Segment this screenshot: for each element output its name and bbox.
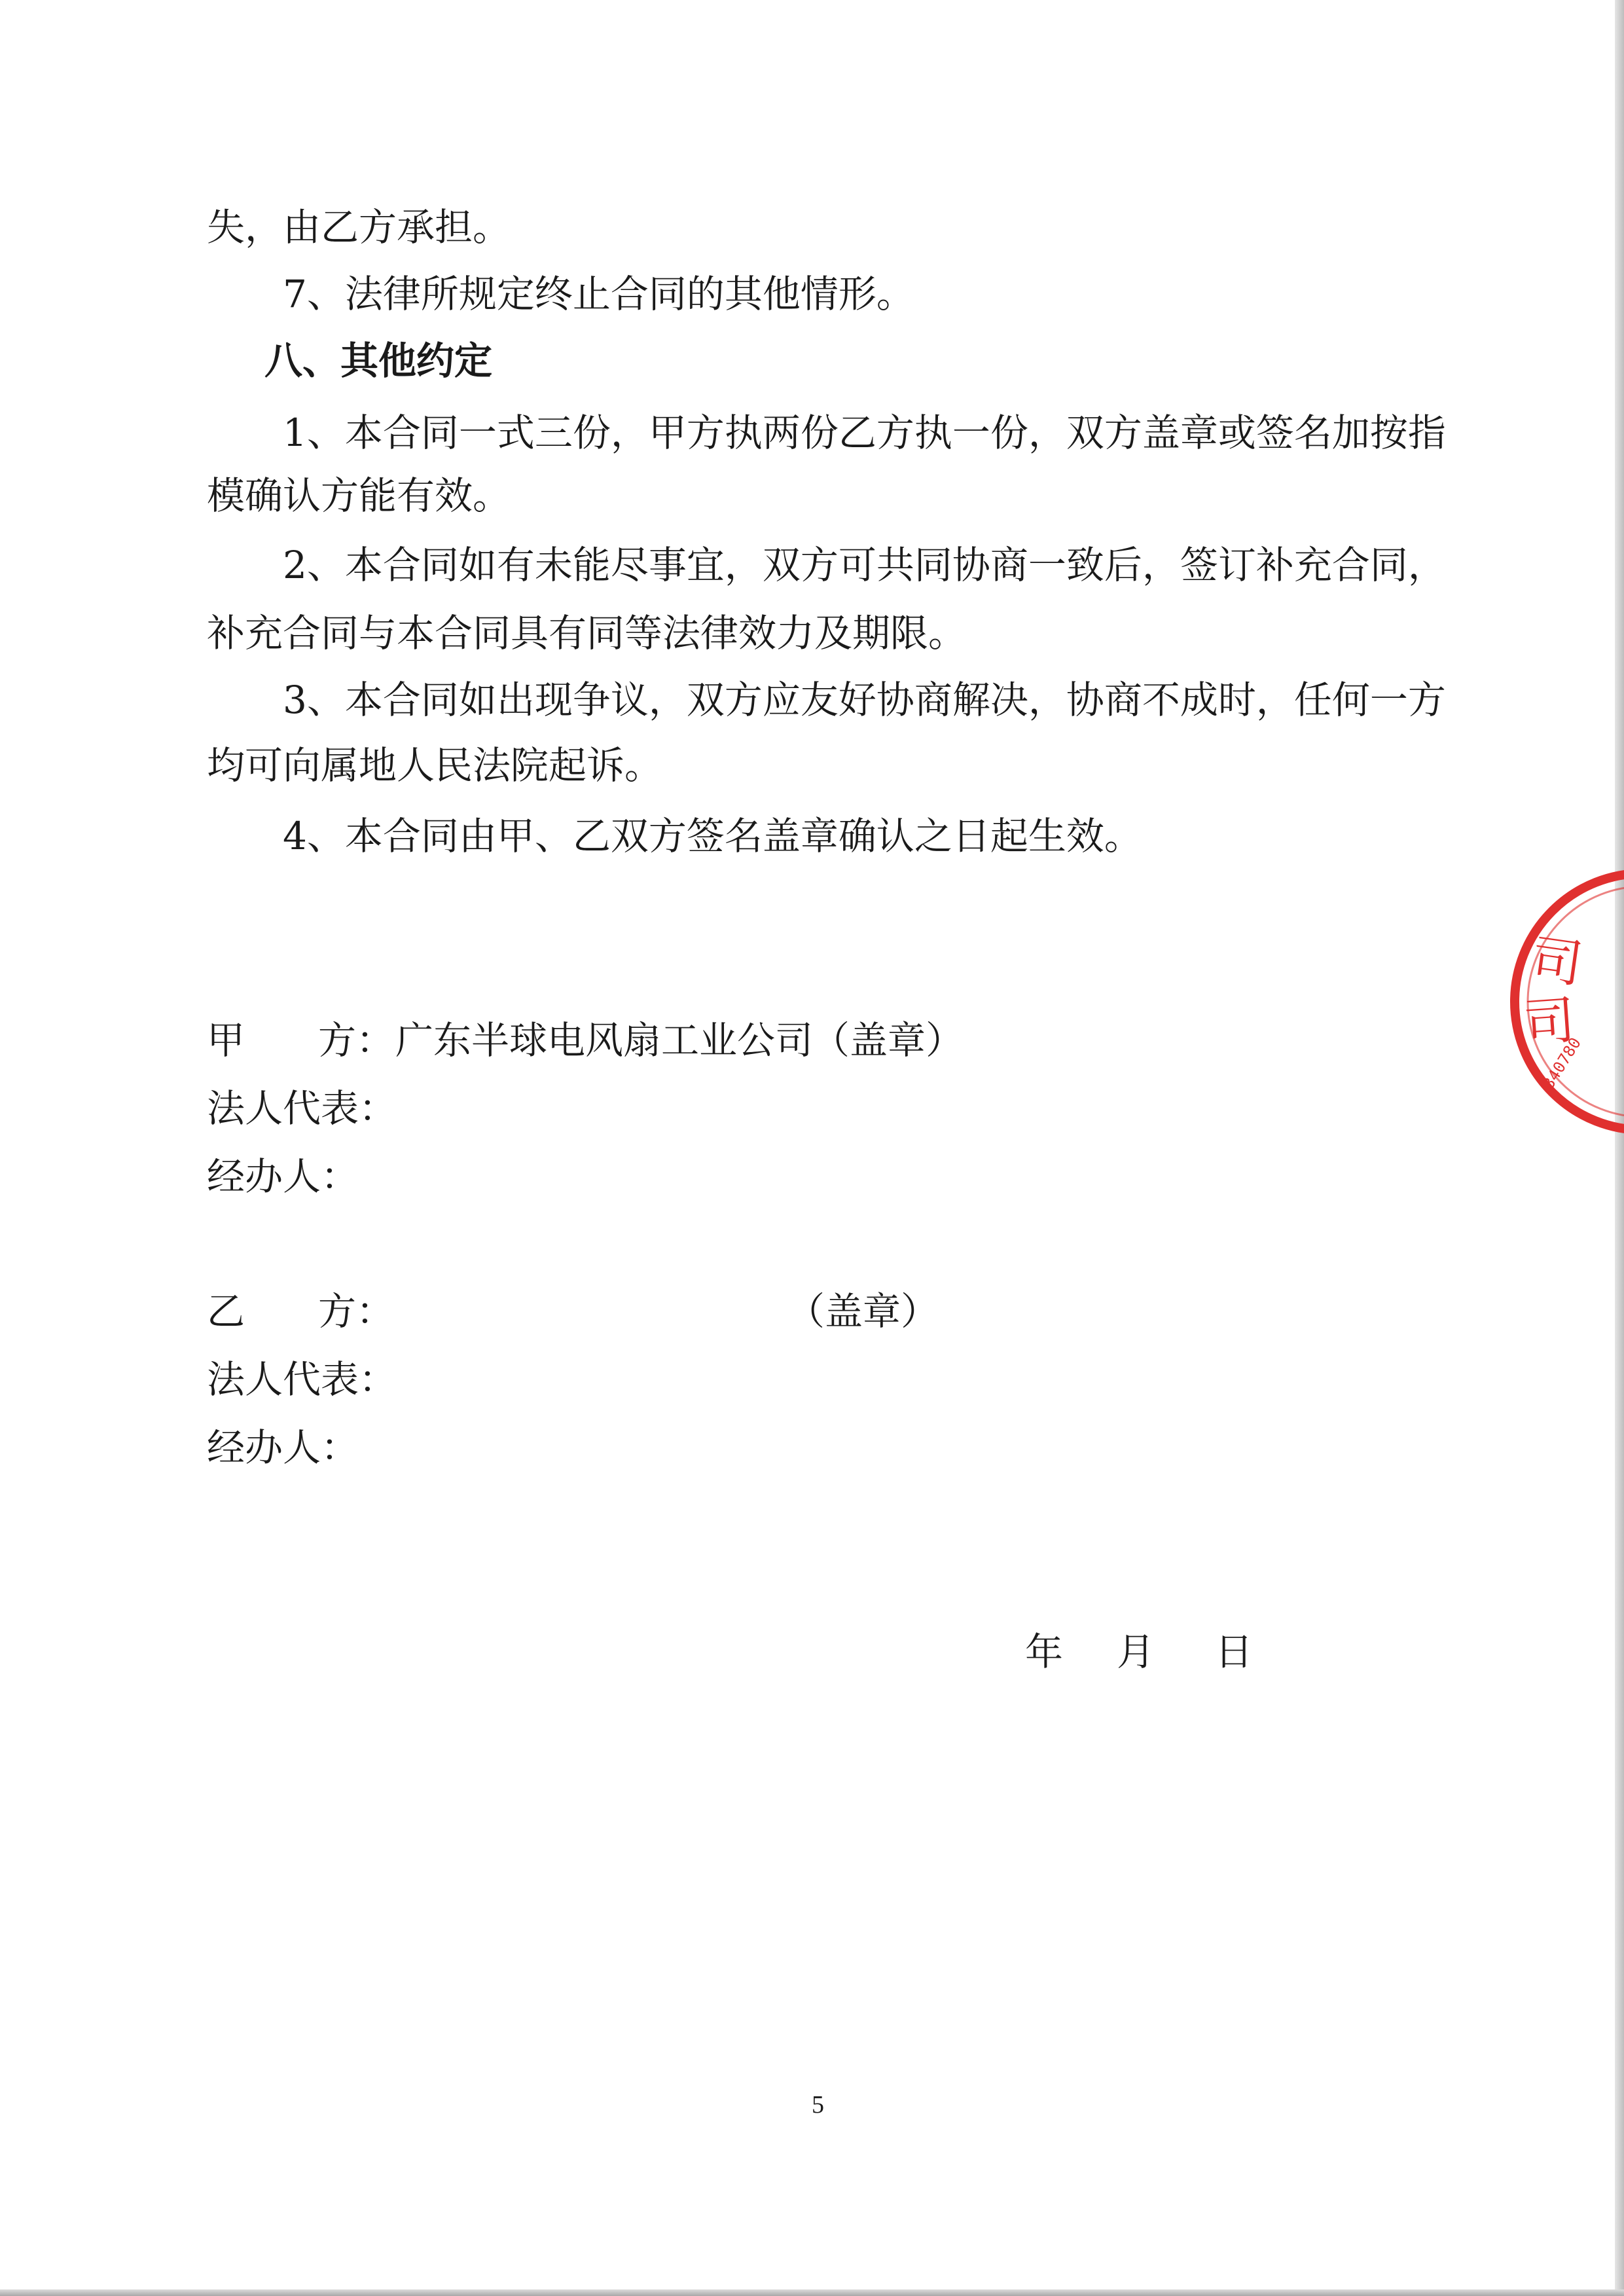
- item-2-line-2: 补充合同与本合同具有同等法律效力及期限。: [207, 611, 967, 655]
- item-3-line-2: 均可向属地人民法院起诉。: [207, 743, 663, 788]
- seal-char-1: 司: [1527, 929, 1587, 995]
- party-a-name: 广东半球电风扇工业公司: [395, 1018, 814, 1063]
- party-a-seal-note: （盖章）: [812, 1018, 964, 1063]
- item-2-line-1: 2、本合同如有未能尽事宜，双方可共同协商一致后，签订补充合同，: [283, 543, 1446, 587]
- party-b-seal-note: （盖章）: [787, 1289, 939, 1334]
- party-a-label-char2: 方：: [318, 1018, 395, 1063]
- item-1-line-1: 1、本合同一式三份，甲方执两份乙方执一份，双方盖章或签名加按指: [283, 410, 1446, 455]
- item-4: 4、本合同由甲、乙双方签名盖章确认之日起生效。: [283, 814, 1142, 858]
- item-3-line-1: 3、本合同如出现争议，双方应友好协商解决，协商不成时，任何一方: [283, 678, 1446, 722]
- date-year: 年: [1025, 1630, 1064, 1674]
- party-b-legal-rep-label: 法人代表：: [207, 1357, 397, 1402]
- company-seal: [1506, 864, 1624, 1139]
- page-number: 5: [812, 2091, 824, 2119]
- date-day: 日: [1215, 1630, 1254, 1674]
- section-8-heading: 八、其他约定: [264, 338, 493, 383]
- party-a-label-char1: 甲: [207, 1018, 245, 1063]
- text-line-continuation: 失，由乙方承担。: [207, 205, 511, 249]
- party-a-handler-label: 经办人：: [207, 1154, 359, 1199]
- party-b-label-char1: 乙: [207, 1289, 245, 1334]
- seal-char-2: 司: [1522, 991, 1578, 1053]
- date-month: 月: [1117, 1630, 1155, 1674]
- seal-number: 340780: [1539, 1034, 1585, 1093]
- scan-edge-bottom: [0, 2289, 1624, 2296]
- party-b-label-char2: 方：: [318, 1289, 395, 1334]
- clause-7: 7、法律所规定终止合同的其他情形。: [283, 272, 914, 316]
- scan-edge-right: [1615, 0, 1624, 2296]
- party-a-legal-rep-label: 法人代表：: [207, 1086, 397, 1131]
- party-b-handler-label: 经办人：: [207, 1425, 359, 1470]
- item-1-line-2: 模确认方能有效。: [207, 473, 511, 518]
